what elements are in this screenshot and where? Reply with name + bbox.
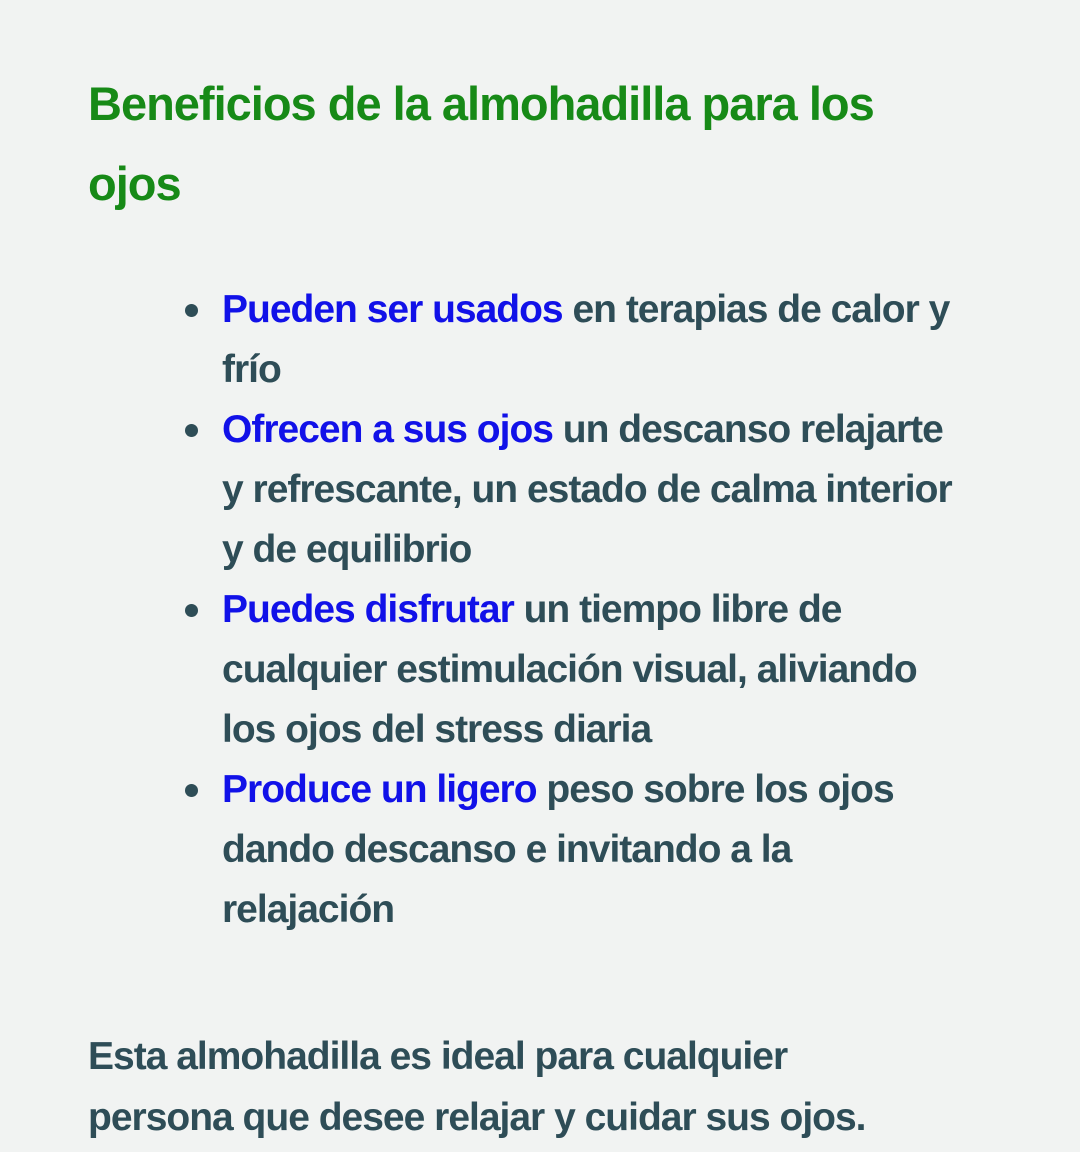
- list-item: [185, 280, 958, 400]
- benefit-text: [222, 280, 958, 400]
- bullet-marker: [185, 304, 198, 317]
- list-item: [185, 760, 958, 940]
- benefit-rest: un descanso relajarte y refrescante, un estado de calma interior y de equilibrio: [222, 408, 952, 571]
- benefit-lead: Produce un ligero: [222, 768, 537, 811]
- benefit-text: [222, 400, 958, 580]
- benefits-list: [88, 280, 958, 940]
- bullet-marker: [185, 784, 198, 797]
- benefit-rest: un tiempo libre de cualquier estimulación visual, aliviando los ojos del stress diaria: [222, 588, 917, 751]
- benefit-lead: Pueden ser usados: [222, 288, 563, 331]
- benefit-text: [222, 580, 958, 760]
- benefit-lead: Puedes disfrutar: [222, 588, 514, 631]
- benefit-text: [222, 760, 958, 940]
- section-heading: Beneficios de la almohadilla para los ojos: [88, 77, 874, 210]
- list-item: [185, 580, 958, 760]
- list-item: [185, 400, 958, 580]
- benefit-lead: Ofrecen a sus ojos: [222, 408, 553, 451]
- bullet-marker: [185, 604, 198, 617]
- benefit-rest: peso sobre los ojos dando descanso e invitando a la relajación: [222, 768, 894, 931]
- bullet-marker: [185, 424, 198, 437]
- closing-paragraph: Esta almohadilla es ideal para cualquier persona que desee relajar y cuidar sus ojos.: [88, 1035, 866, 1139]
- benefit-rest: en terapias de calor y frío: [222, 288, 950, 391]
